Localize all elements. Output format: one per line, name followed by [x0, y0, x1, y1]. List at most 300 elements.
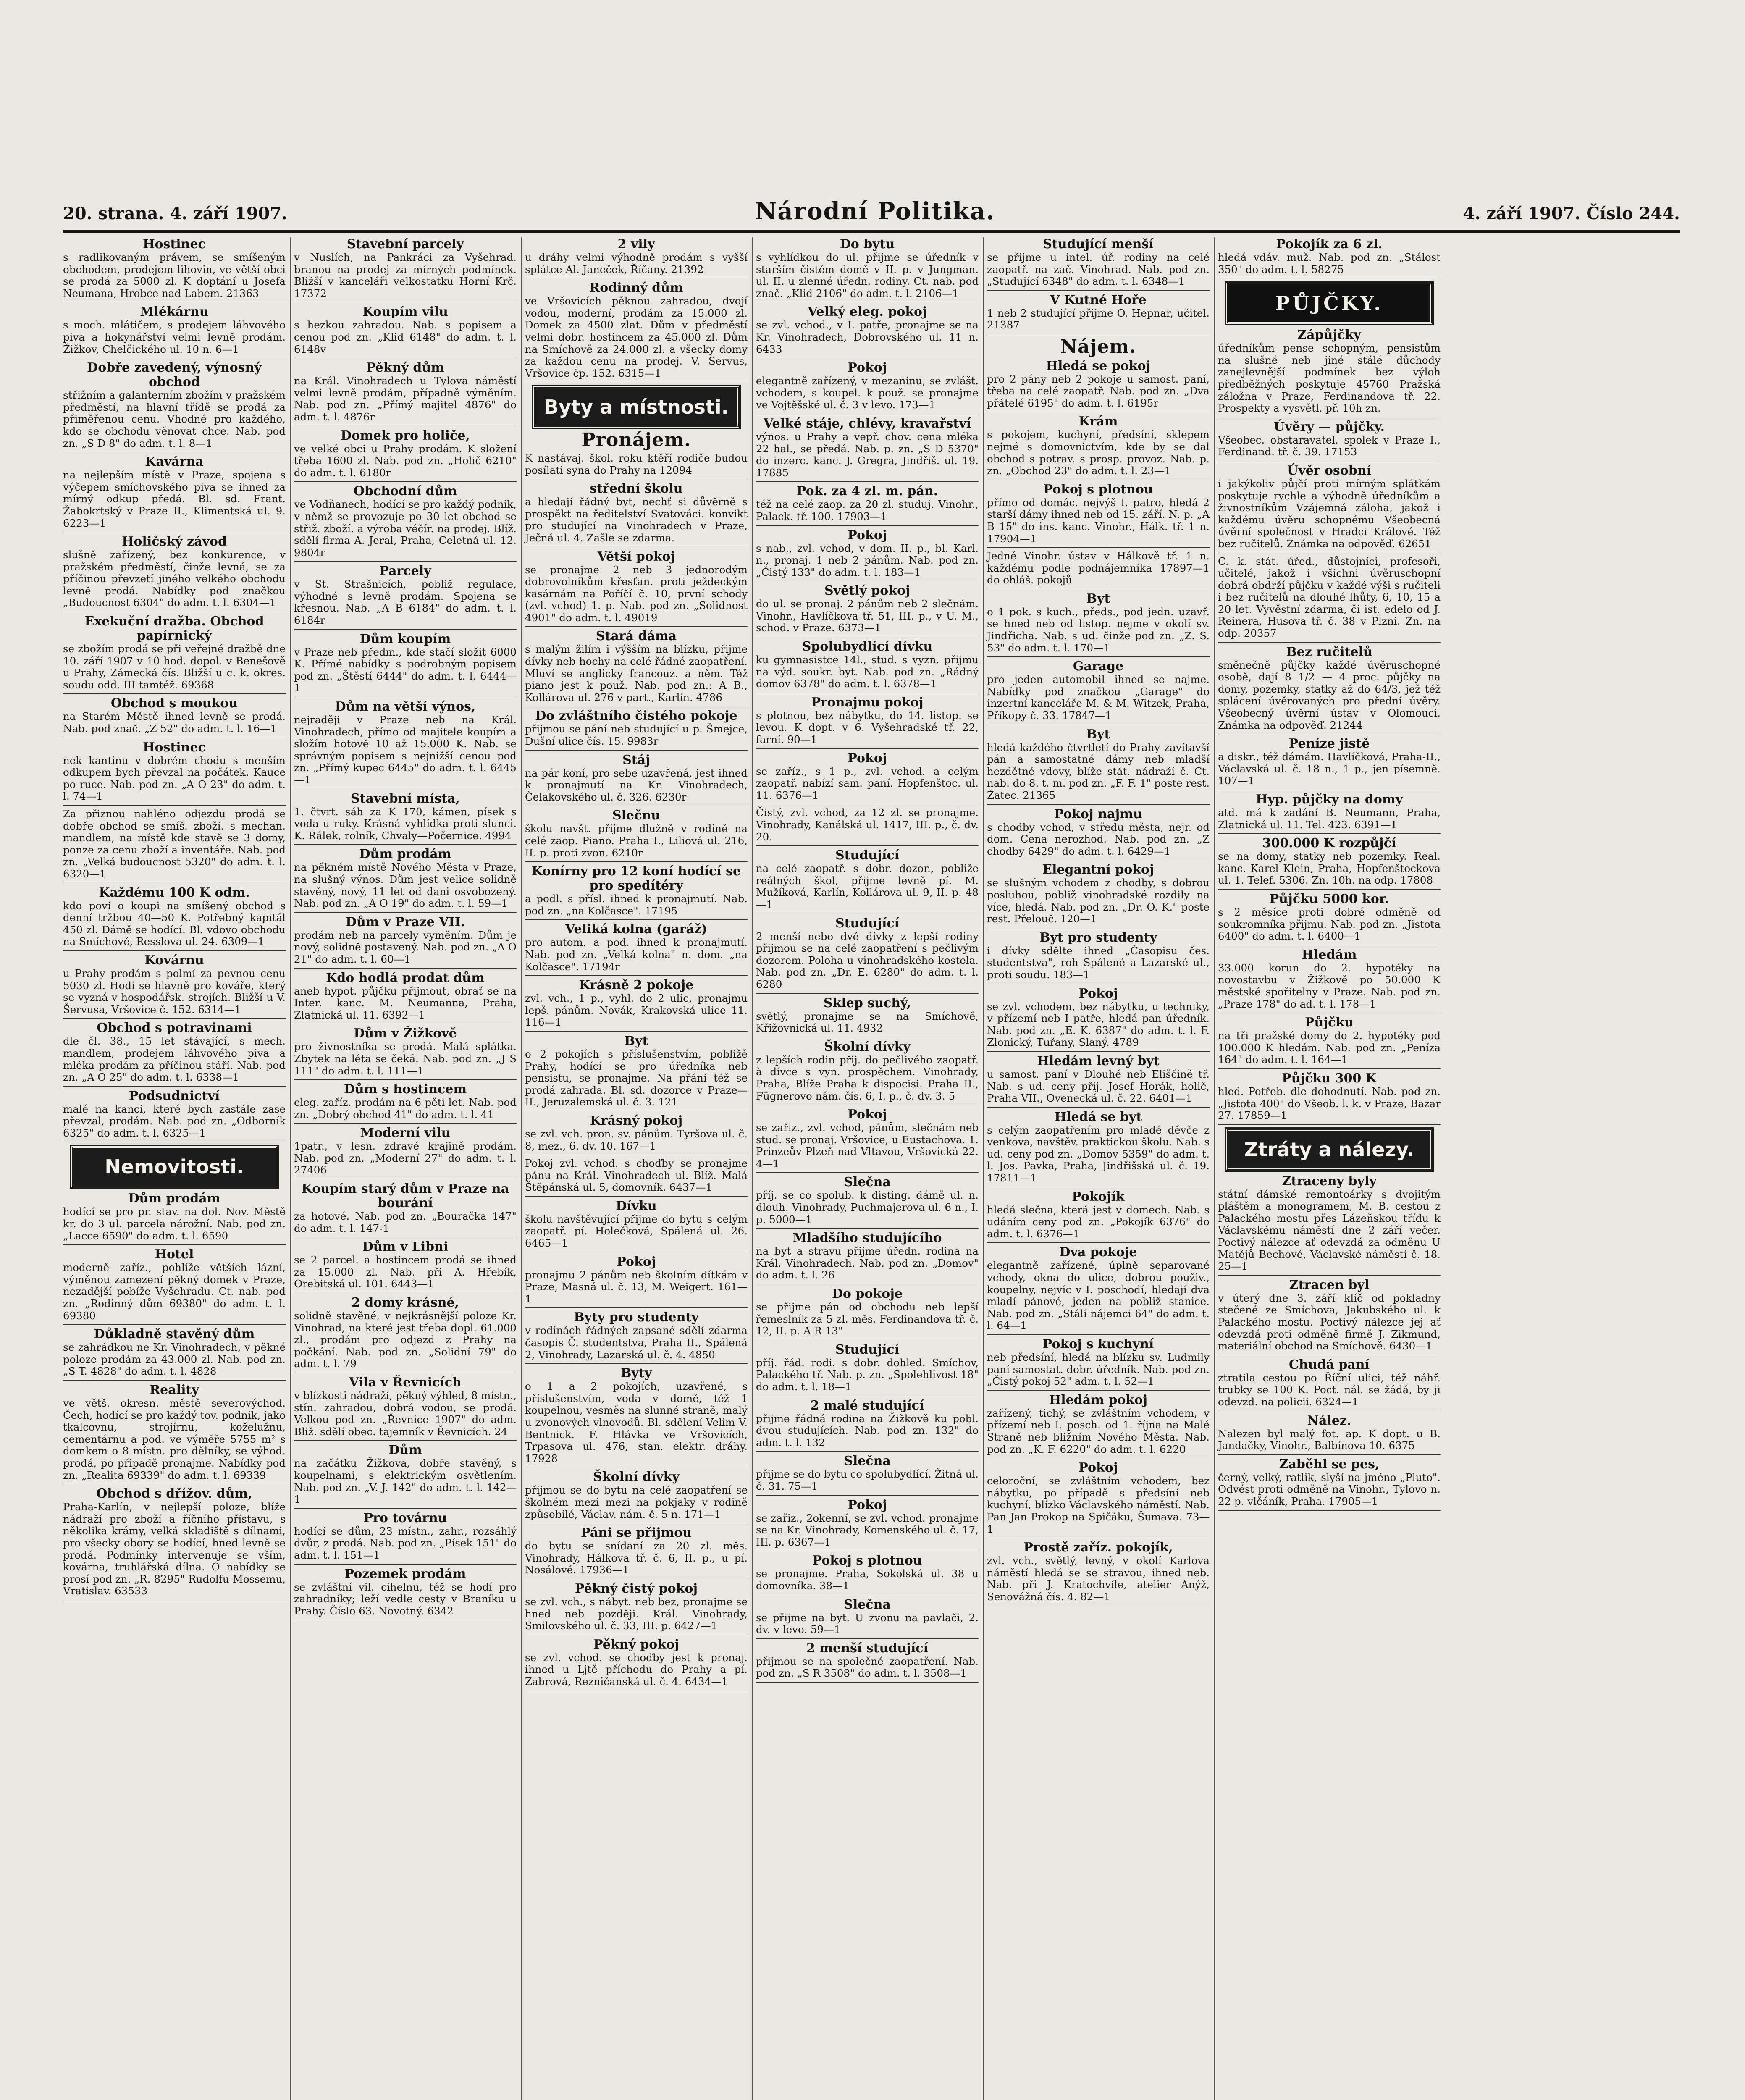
classified-ad [525, 1582, 748, 1632]
ad-heading: Moderní vilu [360, 1126, 451, 1141]
ad-heading: Prostě zaříz. pokojík, [1023, 1540, 1173, 1555]
classified-ad [294, 700, 517, 786]
ad-separator [525, 1363, 748, 1364]
ad-text: hledá každého čtvrtletí do Prahy zavítavší pán a samostatné dámy neb mladší hezdětné vdovy, blíže stát. nádraží č. Ct. nab. do 8. t. m. pod zn. „F. F. 1" poste rest. Žatec. 21365 [987, 741, 1210, 801]
ad-text: a diskr., též dámám. Havlíčková, Praha-II., Václavská ul. č. 18 n., 1 p., jen písemně. 107—1 [1218, 751, 1441, 787]
ad-text: přímo od domác. nejvýš I. patro, hledá 2 starší dámy ihned neb od 15. září. N. p. „A B 15" do ins. kanc. Vinohr., Hálk. tř. 1 n. 17904—1 [987, 496, 1210, 545]
ad-heading: Veliká kolna (garáž) [565, 922, 708, 937]
ad-text: černý, velký, ratlik, slyší na jméno „Pluto". Odvést proti odměně na Vinohr., Tylovo n. 22 p. vlčáník, Praha. 17905—1 [1218, 1471, 1441, 1507]
ad-text: v blízkosti nádraží, pěkný výhled, 8 místn., stín. zahradou, dobrá vodou, se prodá. Velkou pod zn. „Řevnice 1907" do adm. Bliž. sdělí obec. tajemník v Řevnicích. 24 [294, 1389, 517, 1438]
classified-ad [756, 305, 979, 355]
section-subheading: Nájem. [1060, 336, 1136, 357]
ad-separator [987, 656, 1210, 657]
ad-heading: Obchod s dřížov. dům, [96, 1486, 252, 1502]
ad-heading: Úvěr osobní [1287, 463, 1372, 478]
ad-heading: Hledá se pokoj [1046, 358, 1151, 373]
ad-heading: Půjčku 5000 kor. [1269, 891, 1389, 906]
classified-ad [294, 1376, 517, 1438]
ad-text: ve větš. okresn. městě severovýchod. Čech, hodící se pro každý tov. podnik, jako tkalcovnu, strojírnu, koželužnu, cementárnu a pod. ve výměře 5755 m² s domkem o 8 místn. pro dělníky, se výhod. prodá, po připadě pronajme. Nabídky pod zn. „Realita 69339" do adm. t. l. 69339 [63, 1397, 286, 1481]
ad-heading: Exekuční dražba. Obchod papírnický [84, 614, 264, 643]
ad-heading: Krásný pokoj [590, 1113, 683, 1128]
ad-text: eleg. zaříz. prodám na 6 pěti let. Nab. pod zn. „Dobrý obchod 41" do adm. t. l. 41 [294, 1096, 517, 1121]
ad-text: elegantně zařízený, v mezaninu, se zvlášt. vchodem, s koupel. k použ. se pronajme ve Vojtěšské ul. č. 3 v levo. 173—1 [756, 375, 979, 411]
ad-text: s nab., zvl. vchod, v dom. II. p., bl. Karl. n., pronaj. 1 neb 2 pánům. Nab. pod zn. „Čistý 133" do adm. t. l. 183—1 [756, 542, 979, 578]
classified-ad [987, 807, 1210, 858]
ad-heading: Větší pokoj [597, 549, 675, 564]
ad-heading: Půjčku [1304, 1015, 1354, 1030]
ad-text: pro autom. a pod. ihned k pronajmutí. Nab. pod zn. „Velká kolna" n. dom. „na Kolčasce". 17194r [525, 936, 748, 973]
ad-text: se zvl. vch., s nábyt. neb bez, pronajme se hned neb později. Král. Vinohrady, Smilovského ul. č. 33, III. p. 6427—1 [525, 1595, 748, 1632]
ad-separator [1218, 1068, 1441, 1069]
ad-text: v Nuslích, na Pankráci za Vyšehrad. branou na prodej za mírných podmínek. Bližší v kanceláři velkostatku Horní Krč. 17372 [294, 251, 517, 299]
page-header [63, 197, 1680, 227]
ad-text: s plotnou, bez nábytku, do 14. listop. se levou. K dopt. v 6. Vyšehradské tř. 22, farní. 90—1 [756, 709, 979, 746]
ad-text: ztratila cestou po Říční ulici, též náhř. trubky se 100 K. Poct. nál. se žádá, by ji odevzd. na policii. 6324—1 [1218, 1371, 1441, 1408]
ad-text: elegantně zařízené, úplně separované vchody, okna do ulice, dobrou použiv., koupelny, nejvíc v I. poschodí, hledají dva mladí pánové, jeden na pobliž stanice. Nab. pod zn. „Stálí nájemci 64" do adm. t. l. 64—1 [987, 1259, 1210, 1332]
classified-ad [1218, 1278, 1441, 1352]
ad-separator [525, 861, 748, 862]
ad-heading: Dům s hostincem [344, 1082, 467, 1097]
classified-ad [987, 1190, 1210, 1240]
classified-ad [987, 863, 1210, 925]
ad-separator [1218, 1275, 1441, 1276]
ad-heading: Dům [388, 1443, 422, 1458]
ad-heading: Stáj [622, 752, 650, 767]
ad-separator [294, 912, 517, 913]
classified-ad [987, 987, 1210, 1049]
ad-heading: Mladšího studujícího [792, 1231, 942, 1246]
ad-heading: Kdo hodlá prodat dům [326, 970, 485, 985]
ad-heading: Pro továrnu [363, 1510, 447, 1525]
ad-separator [987, 804, 1210, 805]
ad-heading: Pronajmu pokoj [811, 695, 924, 710]
classified-ad [63, 886, 286, 948]
ad-heading: Pokoj najmu [1054, 806, 1142, 822]
ad-text: Jedné Vinohr. ústav v Hálkově tř. 1 n. každému podle podnájemníka 17897—1 do ohláš. pokojů [987, 550, 1210, 586]
ad-heading: Zaběhl se pes, [1279, 1457, 1380, 1472]
ad-text: se zvl. vchod., v I. patře, pronajme se na Kr. Vinohradech, Dobrovského ul. 11 n. 6433 [756, 319, 979, 355]
ad-text: Za přiznou nahléno odjezdu prodá se dobře obchod se smíš. zboží. s mechan. mandlem, na místě kde stavě se 3 domy, ponze za cenu zboží a inventáře. Nab. pod zn. „Velká budoucnost 5320" do adm. t. l. 6320—1 [63, 808, 286, 880]
ad-heading: Dům prodám [128, 1191, 220, 1206]
ad-text: Praha-Karlín, v nejlepší poloze, blíže nádraží pro zboží a říčního přístavu, s několika krámy, velká skladiště s dílnami, pro všecky obory se hodící, hned levně se prodá. Podmínky intervenuje se vším, kovárna, truhlářská dílna. O nabídky se prosí pod zn. „R. 8295" Rudolfu Mossemu, Vratislav. 63533 [63, 1501, 286, 1597]
ad-text: příj. řád. rodi. s dobr. dohled. Smíchov, Palackého tř. Nab. p. zn. „Spolehlivost 18" do adm. t. l. 18—1 [756, 1356, 979, 1393]
ad-separator [63, 950, 286, 951]
ad-heading: Hledám pokoj [1049, 1392, 1148, 1407]
section-banner: Ztráty a nálezy. [1226, 1129, 1432, 1170]
classified-ad [525, 753, 748, 803]
ad-text: 1patr., v lesn. zdravé krajině prodám. Nab. pod zn. „Moderní 27" do adm. t. l. 27406 [294, 1140, 517, 1176]
ad-heading: Nález. [1307, 1413, 1351, 1428]
ad-text: světlý, pronajme se na Smíchově, Křižovnická ul. 11. 4932 [756, 1010, 979, 1034]
ad-text: i jakýkoliv půjčí proti mírným splátkám poskytuje rychle a výhodně úředníkům a živnostníkům Vzájemná záloha, jakož i každému úvěru schopnému Všeobecná úvěrní společnost v Hradci Králové. Též bez ručitelů. Známka na odpověď. 62651 [1218, 477, 1441, 550]
classified-ad [525, 1034, 748, 1108]
classified-ad [756, 1175, 979, 1226]
ad-text: se na domy, statky neb pozemky. Real. kanc. Karel Klein, Praha, Hopfenštockova ul. 1. Telef. 5306. Zn. 10h. na odp. 17808 [1218, 850, 1441, 887]
ad-heading: Školní dívky [824, 1039, 911, 1054]
ad-text: slušně zařízený, bez konkurence, v pražském předměstí, činže levná, se za příčinou převzetí jiného velkého obchodu levně prodá. Nabídky pod značkou „Budoucnost 6304" do adm. t. l. 6304—1 [63, 549, 286, 609]
ad-text: na tři pražské domy do 2. hypotéky pod 100.000 K hledám. Nab. pod zn. „Peníza 164" do adm. t. l. 164—1 [1218, 1029, 1441, 1066]
ad-separator [987, 724, 1210, 725]
ad-separator [987, 290, 1210, 291]
ad-separator [294, 1079, 517, 1080]
classified-ad [1218, 1358, 1441, 1408]
ad-heading: Hledám [1302, 947, 1357, 962]
classified-ad [294, 1126, 517, 1176]
ad-text: dle čl. 38., 15 let stávající, s mech. mandlem, prodejem láhvového piva a mléka prodám za příčinou stáří. Nab. pod zn. „A O 25" do adm. t. l. 6338—1 [63, 1035, 286, 1084]
ad-text: i dívky sdělte ihned „Časopisu čes. studentstva", roh Spálené a Lazarské ul., proti soudu. 183—1 [987, 944, 1210, 981]
classified-ad [1218, 948, 1441, 1010]
classified-ad [63, 455, 286, 529]
ad-separator [987, 1242, 1210, 1243]
ad-text: v úterý dne 3. září klíč od pokladny stečené ze Smíchova, Jakubského ul. k Palackého mostu. Poctivý nálezce jej ať odevzdá proti odměně firmě J. Zikmund, materiální obchod na Smíchově. 6430—1 [1218, 1292, 1441, 1352]
ad-heading: Stará dáma [596, 629, 677, 644]
classified-ad [1218, 836, 1441, 887]
ad-text: příj. se co spolub. k disting. dámě ul. n. dlouh. Vinohrady, Puchmajerova ul. 6 n., I. p. 5000—1 [756, 1189, 979, 1226]
classified-ad [987, 237, 1210, 288]
classified-ad [756, 1287, 979, 1337]
column-5 [987, 237, 1210, 1609]
classified-ad [63, 740, 286, 803]
ad-separator [525, 750, 748, 751]
ad-separator [1218, 1510, 1441, 1511]
ad-heading: Pokoj [848, 360, 887, 375]
ad-heading: Byty [620, 1366, 652, 1381]
ad-heading: Pěkný dům [366, 360, 444, 375]
classified-ad [294, 1182, 517, 1234]
classified-ad [525, 237, 748, 276]
ad-text: výnos. u Prahy a vepř. chov. cena mléka 22 hal., se předá. Nab. p. zn. „S D 5370" do inzerc. kanc. J. Gregra, Jindřiš. ul. 19. 17885 [756, 430, 979, 479]
ad-text: o 2 pokojích s příslušenstvím, pobližě Prahy, hodící se pro úředníka neb pensistu, se pronajme. Na přání též se prodá zahrada. Bl. sd. dozorce v Praze—II., Jeruzalemská ul. č. 3. 121 [525, 1047, 748, 1108]
classified-ad [756, 361, 979, 411]
classified-ad [1218, 892, 1441, 942]
classified-ad [294, 1296, 517, 1370]
classified-ad [987, 359, 1210, 410]
ad-heading: Elegantní pokoj [1042, 862, 1154, 877]
classified-ad [1218, 420, 1441, 458]
ad-text: s pokojem, kuchyní, předsíní, sklepem nejmé s domovnictvím, kde by se dal obchod s potrav. s prosp. provoz. Nab. p. zn. „Obchod 23" do adm. t. l. 23—1 [987, 428, 1210, 477]
ad-text: malé na kanci, které bych zastále zase převzal, prodám. Nab. pod zn. „Odborník 6325" do adm. t. l. 6325—1 [63, 1102, 286, 1139]
classified-ad [525, 1638, 748, 1688]
ad-heading: Studující [835, 916, 900, 931]
classified-ad [294, 237, 517, 299]
ad-heading: Koupím vilu [362, 304, 448, 320]
ad-text: s 2 měsíce proti dobré odměně od soukromníka přijmu. Nab. pod zn. „Jistota 6400" do adm. t. l. 6400—1 [1218, 906, 1441, 942]
classified-ad [294, 305, 517, 355]
ad-text: s moch. mlátičem, s prodejem láhvového piva a hokynářství velmi levně prodám. Žižkov, Chelčického ul. 10 n. 6—1 [63, 319, 286, 355]
ad-text: s malým žilím i výšším na blízku, přijme dívky neb hochy na celé řádné zaopatření. Mluví se anglicky francouz. a něm. Též piano jest k použ. Nab. pod zn.: A B., Kollárova ul. 276 v part., Karlín. 4786 [525, 643, 748, 704]
ad-heading: Byt pro studenty [1039, 930, 1157, 945]
column-divider [290, 237, 291, 2100]
ad-heading: Podsudnictví [129, 1088, 220, 1103]
ad-heading: 2 malé studující [810, 1398, 924, 1413]
ad-heading: Stavební místa, [351, 791, 460, 806]
ad-heading: Byt [624, 1033, 648, 1048]
ad-heading: Studující [835, 1342, 900, 1357]
classified-ad [1218, 1071, 1441, 1122]
ad-text: ve velké obci u Prahy prodám. K složení třeba 1600 zl. Nab. pod zn. „Holič 6210" do adm. t. l. 6180r [294, 442, 517, 479]
classified-ad [294, 632, 517, 694]
ad-separator [756, 1682, 979, 1683]
classified-ad [63, 1021, 286, 1083]
ad-text: za hotové. Nab. pod zn. „Bouračka 147" do adm. t. l. 147-1 [294, 1210, 517, 1234]
classified-ad [63, 361, 286, 449]
classified-ad [1218, 737, 1441, 787]
ad-separator [525, 1690, 748, 1691]
ad-heading: Pokoj s plotnou [812, 1553, 922, 1568]
ad-text: do bytu se snídaní za 20 zl. měs. Vinohrady, Hálkova tř. č. 6, II. p., u pí. Nosálové. 17936—1 [525, 1540, 748, 1576]
ad-heading: Pokoj [617, 1254, 656, 1269]
ad-text: hled. Potřeb. dle dohodnutí. Nab. pod zn. „Jistota 400" do Všeob. l. k. v Praze, Bazar 27. 17859—1 [1218, 1085, 1441, 1122]
ad-separator [525, 1196, 748, 1197]
classified-ad [525, 550, 748, 624]
classified-ad [1218, 645, 1441, 732]
ad-heading: Dům prodám [359, 847, 451, 862]
classified-ad [63, 1089, 286, 1139]
ad-separator [63, 1380, 286, 1381]
ad-heading: Krám [1078, 414, 1118, 429]
classified-ad [294, 484, 517, 559]
ad-heading: Pokojík [1072, 1189, 1125, 1204]
ad-separator [525, 626, 748, 627]
classified-ad [987, 293, 1210, 331]
ad-heading: Pozemek prodám [344, 1566, 466, 1581]
classified-ad [63, 237, 286, 299]
ad-text: hodící se dům, 23 místn., zahr., rozsáhlý dvůr, z prodá. Nab. pod zn. „Písek 151" do adm. t. l. 151—1 [294, 1525, 517, 1561]
ad-text: 1 neb 2 studující přijme O. Hepnar, učitel. 21387 [987, 307, 1210, 331]
classified-ad [1218, 464, 1441, 550]
ad-heading: Do bytu [840, 237, 895, 252]
column-4 [756, 237, 979, 1685]
ad-text: s celým zaopatřením pro mladé děvče z venkova, navštěv. praktickou školu. Nab. s ud. ceny pod zn. „Domov 5359" do adm. t. l. Jos. Pavka, Praha, Jindřišská ul. č. 19. 17811—1 [987, 1124, 1210, 1184]
ad-text: na začátku Žižkova, dobře stavěný, s koupelnami, s elektrickým osvětlením. Nab. pod zn. „V. J. 142" do adm. t. l. 142—1 [294, 1457, 517, 1506]
ad-separator [294, 561, 517, 562]
ad-text: zvl. vch., světlý, levný, v okolí Karlova náměstí hledá se se stravou, ihned neb. Nab. při J. Kratochvíle, atelier Anýž, Senovážná čís. 4. 82—1 [987, 1554, 1210, 1603]
classified-ad [756, 584, 979, 634]
classified-ad [756, 1231, 979, 1281]
classified-ad [756, 807, 979, 843]
ad-heading: Studující [835, 848, 900, 863]
ad-heading: Dívku [616, 1198, 657, 1213]
ad-heading: 2 menší studující [806, 1641, 928, 1656]
classified-ad [294, 1026, 517, 1077]
classified-ad [294, 915, 517, 966]
classified-ad [1218, 328, 1441, 415]
ad-text: hodící se pro pr. stav. na dol. Nov. Městě kr. do 3 ul. parcela nárožní. Nab. pod zn. „Lacce 6590" do adm. t. l. 6590 [63, 1205, 286, 1242]
ad-heading: Pokoj [848, 751, 887, 766]
ad-heading: Pokoj [848, 1497, 887, 1512]
ad-text: hledá slečna, která jest v domech. Nab. s udáním ceny pod zn. „Pokojík 6376" do adm. t. l. 6376—1 [987, 1203, 1210, 1240]
ad-text: úředníkům pense schopným, pensistům na slušné neb jiné stálé důchody zanejlevnější podmínek bez výloh předběžných poskytuje 45760 Pražská záložna v Praze, Ferdinandova tř. 22. Prospekty a vysvětl. př. 10h zn. [1218, 342, 1441, 415]
ad-separator [987, 547, 1210, 548]
column-6 [1218, 237, 1441, 1513]
classified-ad [63, 535, 286, 609]
ad-heading: Slečna [844, 1454, 891, 1469]
ad-text: a podl. s přísl. ihned k pronajmutí. Nab. pod zn. „na Kolčasce". 17195 [525, 892, 748, 917]
ad-text: u dráhy velmi výhodně prodám s vyšší splátce Al. Janeček, Říčany. 21392 [525, 251, 748, 276]
classified-ad [756, 1498, 979, 1549]
ad-separator [756, 1638, 979, 1639]
ad-separator [987, 1107, 1210, 1108]
ad-heading: Dům v Praze VII. [345, 914, 465, 929]
ad-heading: Slečnu [612, 808, 661, 823]
ad-heading: Stavební parcely [346, 237, 464, 252]
ad-heading: Obchod s potravinami [97, 1021, 252, 1036]
ad-heading: Pokojík za 6 zl. [1276, 237, 1383, 252]
ad-separator [294, 1440, 517, 1441]
ad-text: zvl. vch., 1 p., vyhl. do 2 ulic, pronajmu lepš. pánům. Novák, Krakovská ulice 11. 116—1 [525, 992, 748, 1029]
ad-separator [294, 1508, 517, 1509]
ad-separator [756, 525, 979, 526]
classified-ad [525, 1526, 748, 1576]
ad-text: 2 menší nebo dvě dívky z lepší rodiny přijmou se na celé zaopatření s pečlivým dozorem. Poloha u vinohradského kostela. Nab. pod zn. „Dr. E. 6280" do adm. t. l. 6280 [756, 930, 979, 990]
ad-heading: Pokoj [1078, 986, 1118, 1001]
classified-ad [525, 808, 748, 859]
ad-separator [63, 1324, 286, 1325]
classified-ad [756, 484, 979, 522]
classified-ad [1218, 793, 1441, 831]
classified-ad [756, 751, 979, 802]
ad-text: na pěkném místě Nového Města v Praze, na slušný výnos. Dům jest velice solidně stavěný, nový, 11 let od dani osvobozený. Nab. pod zn. „A O 19" do adm. t. l. 59—1 [294, 861, 517, 910]
column-2 [294, 237, 517, 1622]
ad-text: moderně zaříz., pohlíže větších lázní, výměnou zamezení pěkný domek v Praze, nezadější pobíže Vyšehradu. Ct. nab. pod zn. „Rodinný dům 69380" do adm. t. l. 69380 [63, 1261, 286, 1322]
ad-text: s hezkou zahradou. Nab. s popisem a cenou pod zn. „Klid 6148" do adm. t. l. 6148v [294, 319, 517, 355]
ad-separator [294, 968, 517, 969]
ad-text: u samost. paní v Dlouhé neb Eliščině tř. Nab. s ud. ceny přij. Josef Horák, holič, Praha VII., Ovenecká ul. č. 22. 6401—1 [987, 1068, 1210, 1105]
ad-heading: Velký eleg. pokoj [808, 304, 927, 320]
classified-ad [525, 1199, 748, 1250]
ad-heading: Pokoj s plotnou [1043, 482, 1153, 497]
newspaper-title: Národní Politika. [755, 197, 995, 225]
ad-separator [756, 845, 979, 846]
ad-text: pro 2 pány neb 2 pokoje u samost. paní, třeba na celé zaopatř. Nab. pod zn. „Dva přátelé 6195" do adm. t. l. 6195r [987, 373, 1210, 409]
ad-heading: Kovárnu [144, 953, 204, 968]
ad-separator [987, 1051, 1210, 1052]
ad-heading: Dům v Libni [362, 1239, 449, 1255]
ad-separator [63, 693, 286, 694]
ad-heading: Dům na větší výnos, [335, 699, 476, 714]
ad-text: nejraději v Praze neb na Král. Vinohradech, přímo od majitele koupím a složím hotově 10 až 15.000 K. Nab. se správným popisem s nejnižší cenou pod zn. „Přímý kupec 6445" do adm. t. l. 6445—1 [294, 714, 517, 786]
ad-heading: Krásně 2 pokoje [579, 978, 694, 993]
ad-text: aneb hypot. půjčku přijmout, obrať se na Inter. kanc. M. Neumanna, Praha, Zlatnická ul. 11. 6392—1 [294, 984, 517, 1021]
ad-heading: Koupím starý dům v Praze na bourání [301, 1181, 509, 1211]
column-divider [983, 237, 984, 2100]
classified-ad [756, 1040, 979, 1102]
ad-text: K nastávaj. škol. roku ktěří rodiče budou posílati syna do Prahy na 12094 [525, 452, 748, 476]
ad-text: na Král. Vinohradech u Tylova náměstí velmi levně prodám, případně výměním. Nab. pod zn. „Přímý majitel 4876" do adm. t. l. 4876r [294, 375, 517, 423]
ad-text: s vyhlídkou do ul. přijme se úředník v starším čistém domě v II. p. v Jungman. ul. II. u zlenné úředn. rodiny. Ct. nab. pod znač. „Klid 2106" do adm. t. l. 2106—1 [756, 251, 979, 299]
ad-separator [525, 1031, 748, 1032]
ad-text: s chodby vchod, v středu města, nejr. od dom. Cena nerozhod. Nab. pod zn. „Z chodby 6429" do adm. t. l. 6429—1 [987, 821, 1210, 857]
classified-ad [987, 483, 1210, 545]
ad-text: se zvl. vchodem, bez nábytku, u techniky, v přízemí neb I patře, hledá pan úředník. Nab. pod zn. „E. K. 6387" do adm. t. l. F. Zlonický, Tuřany, Slaný. 4789 [987, 1000, 1210, 1049]
ad-separator [756, 993, 979, 994]
ad-text: ku gymnasistce 14l., stud. s vyzn. přijmu na výd. soukr. byt. Nab. pod zn. „Řádný domov 6378" do adm. t. l. 6378—1 [756, 654, 979, 690]
ad-text: se zařiz., 2okenní, se zvl. vchod. pronajme se na Kr. Vinohrady, Komenského ul. č. 17, III. p. 6367—1 [756, 1512, 979, 1548]
ad-separator [294, 844, 517, 845]
classified-ad [294, 1567, 517, 1617]
classified-ad [294, 792, 517, 842]
ad-text: přijme řádná rodina na Žižkově ku pobl. dvou studujících. Nab. pod zn. 132" do adm. t. l. 132 [756, 1412, 979, 1449]
ad-heading: Páni se přijmou [581, 1525, 692, 1541]
header-left: 20. strana. 4. září 1907. [63, 204, 288, 223]
ad-heading: Byt [1086, 591, 1110, 606]
ad-text: státní dámské remontoárky s dvojitým pláštěm a monogramem, M. B. cestou z Palackého mostu přes Lázeňskou třídu k Václavskému náměstí dne 2 září večer. Poctivý nálezce ať odevzdá za odměnu U Matějů Bechové, Václavské náměstí č. 18. 25—1 [1218, 1188, 1441, 1273]
ad-text: prodám neb na parcely vyměním. Dům je nový, solidně postavený. Nab. pod zn. „A O 21" do adm. t. l. 60—1 [294, 929, 517, 965]
column-divider [752, 237, 753, 2100]
ad-text: zařízený, tichý, se zvláštním vchodem, v přízemí neb I. posch. od 1. října na Malé Straně neb bližním Nového Města. Nab. pod zn. „K. F. 6220" do adm. t. l. 6220 [987, 1407, 1210, 1455]
classified-ad [987, 727, 1210, 802]
classified-ad [987, 931, 1210, 981]
ad-text: na Starém Městě ihned levně se prodá. Nab. pod znač. „Z 52" do adm. t. l. 16—1 [63, 710, 286, 735]
ad-heading: Pěkný pokoj [593, 1637, 679, 1652]
ad-text: se přijme pán od obchodu neb lepší řemeslník za 5 zl. měs. Ferdinandova tř. č. 12, II. p. A R 13" [756, 1301, 979, 1337]
ad-heading: střední školu [590, 481, 683, 496]
classified-ad [525, 978, 748, 1029]
ad-text: 33.000 korun do 2. hypotéky na novostavbu v Žižkově po 50.000 K městské spořitelny v Praze. Nab. pod zn. „Praze 178" do ad. t. l. 178—1 [1218, 961, 1441, 1010]
classified-ad [294, 1082, 517, 1121]
ad-separator [756, 1495, 979, 1496]
ad-text: přijmou se do bytu na celé zaopatření se školném mezi mezi na pokjaky v rodině způsobilé, Václav. nám. č. 5 n. 171—1 [525, 1484, 748, 1520]
ad-heading: Kavárna [145, 454, 204, 470]
classified-ad [756, 417, 979, 479]
ad-heading: Pokoj [1078, 1460, 1118, 1475]
ad-text: střižním a galanterním zbožím v pražském předměstí, na hlavní třídě se prodá za přiměřenou cenu. Vhodné pro každého, kdo se obchodu věnovat chce. Nab. pod zn. „S D 8" do adm. t. l. 8—1 [63, 389, 286, 449]
ad-heading: Hyp. půjčky na domy [1255, 792, 1403, 807]
ad-text: hledá vdáv. muž. Nab. pod zn. „Stálost 350" do adm. t. l. 58275 [1218, 251, 1441, 276]
ad-text: kdo poví o koupi na smíšený obchod s denní tržbou 40—50 K. Potřebný kapitál 450 zl. Dámě se hodící. Bl. vdovo obchodu na Smíchově, Resslova ul. 24. 6309—1 [63, 899, 286, 948]
ad-heading: 300.000 K rozpůjčí [1262, 836, 1396, 851]
classified-ad [756, 996, 979, 1034]
classified-ad [63, 808, 286, 880]
ad-text: pronajmu 2 pánům neb školním dítkám v Praze, Masná ul. č. 13, M. Weigert. 161—1 [525, 1268, 748, 1305]
ad-text: v rodinách řádných zapsané sdělí zdarma časopis Č. studentstva, Praha II., Spálená 2, Vinohrady, Lazarská ul. č. 4. 4850 [525, 1324, 748, 1361]
ad-heading: Chudá paní [1289, 1357, 1370, 1372]
classified-ad [294, 1511, 517, 1562]
classified-ad [525, 922, 748, 973]
ad-heading: Školní dívky [593, 1470, 680, 1485]
ad-heading: Byty pro studenty [574, 1310, 699, 1325]
ad-text: se zahrádkou ne Kr. Vinohradech, v pěkné poloze prodám za 43.000 zl. Nab. pod zn. „S T. 4828" do adm. t. l. 4828 [63, 1341, 286, 1378]
classified-ad [63, 1192, 286, 1242]
classified-ad [294, 429, 517, 479]
ad-text: přijmou se na společné zaopatření. Nab. pod zn. „S R 3508" do adm. t. l. 3508—1 [756, 1655, 979, 1680]
ad-text: přijme se do bytu co spolubydlící. Žitná ul. č. 31. 75—1 [756, 1468, 979, 1492]
ad-heading: 2 vily [617, 237, 655, 252]
classified-ad [525, 1255, 748, 1305]
ad-separator [1218, 642, 1441, 643]
ad-heading: Studující menší [1043, 237, 1154, 252]
ad-heading: Peníze jistě [1288, 736, 1370, 751]
ad-separator [1218, 833, 1441, 834]
classified-ad [756, 696, 979, 746]
classified-ad [756, 1399, 979, 1449]
ad-text: s radlikovaným právem, se smíšeným obchodem, prodejem lihovin, ve větší obci se prodá za 5000 zl. K doptání u Josefa Neumana, Hrobce nad Labem. 21363 [63, 251, 286, 299]
classified-ad [63, 696, 286, 735]
classified-ad [756, 237, 979, 299]
ad-heading: Hotel [155, 1247, 194, 1262]
classified-ad [525, 864, 748, 917]
ad-heading: Obchodní dům [353, 484, 457, 499]
header-rule [63, 230, 1680, 233]
ad-heading: Velké stáje, chlévy, kravařství [763, 416, 971, 431]
classified-ad [525, 1158, 748, 1194]
classified-ad [987, 550, 1210, 586]
classified-ad [756, 916, 979, 991]
ad-separator [294, 481, 517, 482]
classified-ad [987, 1337, 1210, 1388]
ad-heading: Úvěry — půjčky. [1274, 419, 1385, 434]
column-1 [63, 237, 286, 1603]
